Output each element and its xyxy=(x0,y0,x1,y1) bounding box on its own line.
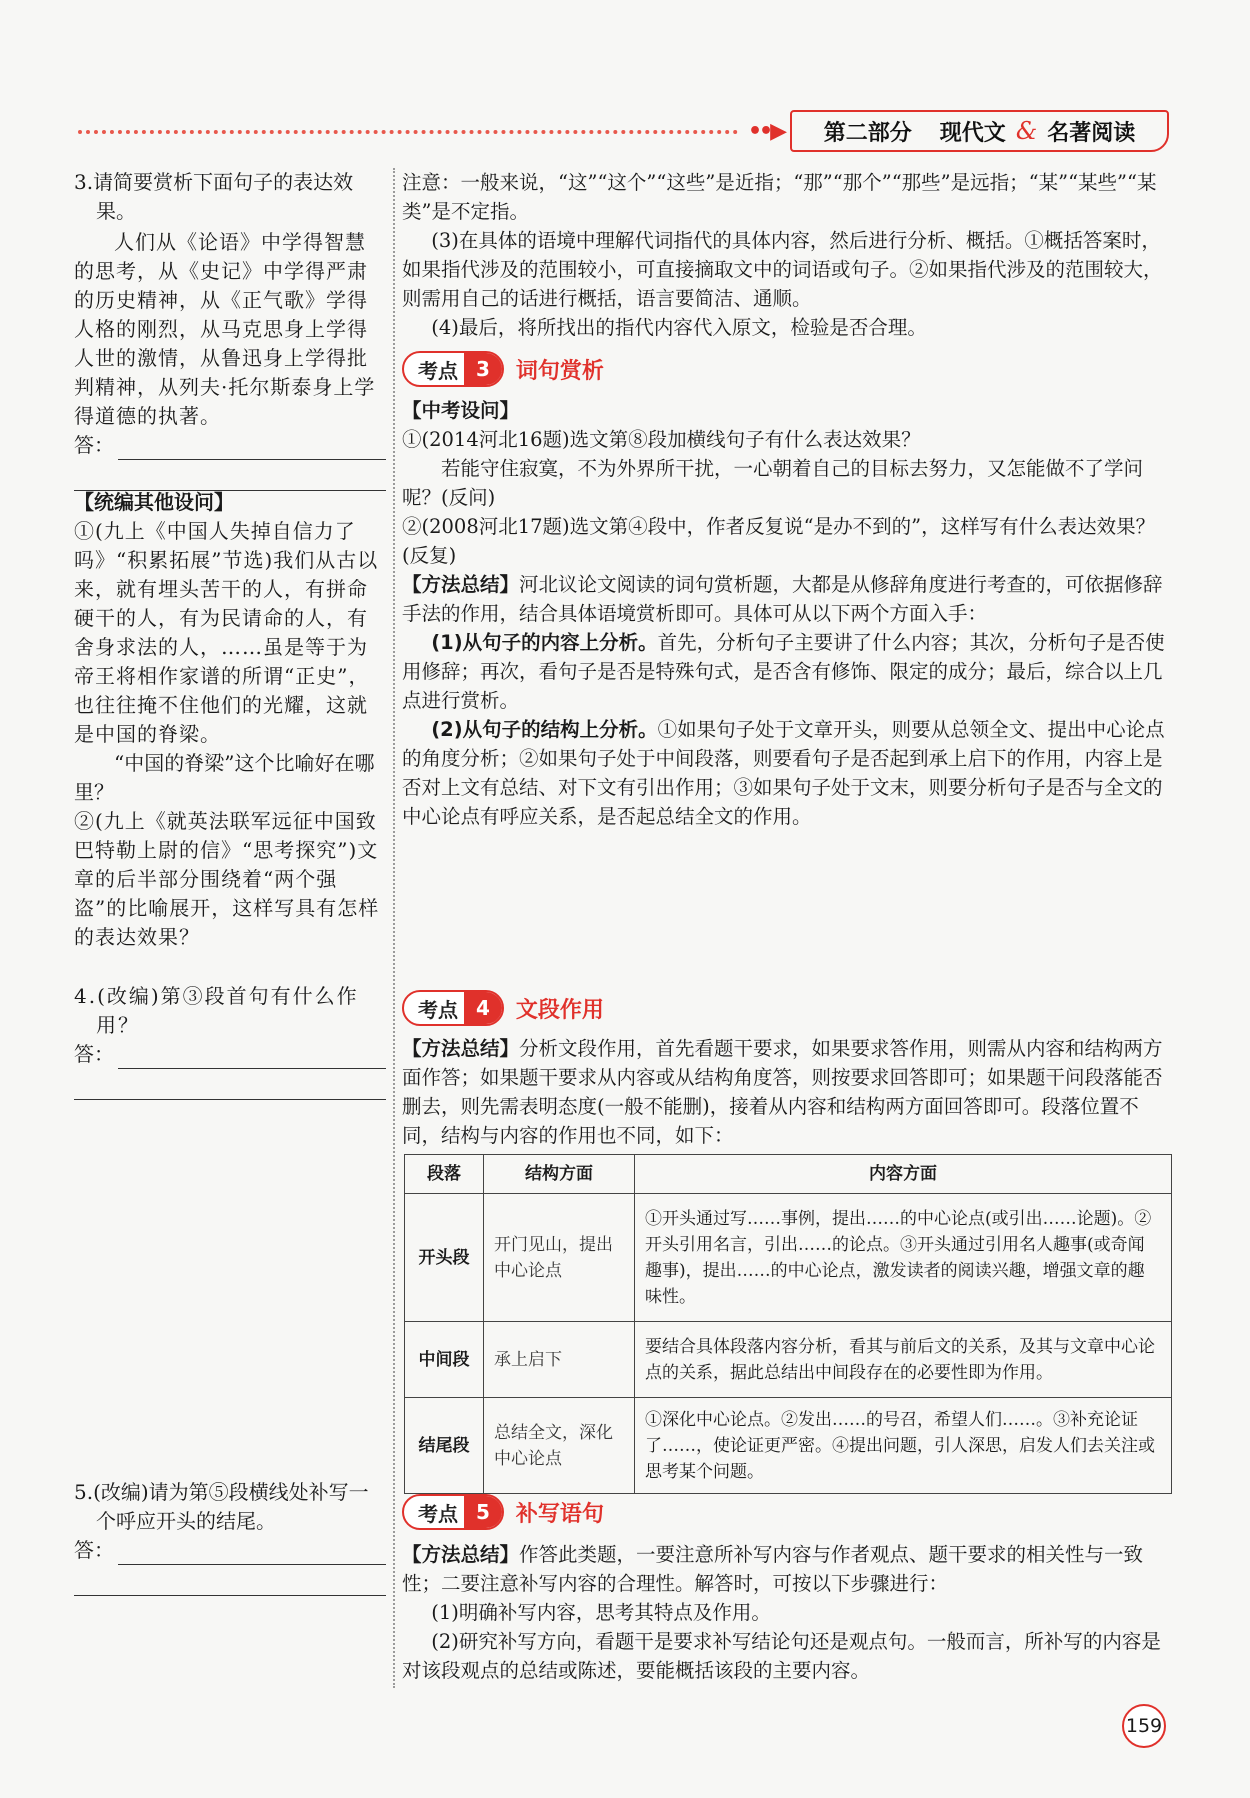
table-header: 段落 xyxy=(405,1155,484,1194)
method-3-point-1: 首先，分析句子主要讲了什么内容；其次，分析句子是否使用修辞；再次，看句子是否是特殊句式，是否含有修饰、限定的成分；最后，综合以上几点进行赏析。 xyxy=(402,631,1165,712)
other-q1: ①(九上《中国人失掉自信力了吗》“积累拓展”节选)我们从古以来，就有埋头苦干的人，有拼命硬干的人，有为民请命的人，有舍身求法的人，……虽是等于为帝王将相作家谱的所谓“正史”，也往往掩不住他们的光耀，这就是中国的脊梁。 xyxy=(74,519,379,746)
section-header xyxy=(790,110,1169,152)
table-cell: ①深化中心论点。②发出……的号召，希望人们……。③补充论证了……，使论证更严密。④提出问题，引人深思，启发人们去关注或思考某个问题。 xyxy=(635,1398,1172,1494)
other-title: 【统编其他设问】 xyxy=(74,490,234,514)
table-header-row xyxy=(405,1155,1172,1194)
method-3-text: 河北议论文阅读的词句赏析题，大都是从修辞角度进行考查的，可依据修辞手法的作用，结合具体语境赏析即可。具体可从以下两个方面入手： xyxy=(402,573,1163,625)
q3-answer[interactable] xyxy=(74,431,386,460)
paragraph-function-table xyxy=(404,1154,1172,1494)
kaodian-title: 词句赏析 xyxy=(515,358,604,384)
section-part2: 名著阅读 xyxy=(1047,120,1136,146)
kaodian-label: 考点 xyxy=(418,997,458,1022)
section-label: 第二部分 xyxy=(823,120,912,146)
question-5 xyxy=(74,1478,386,1596)
kaodian-number: 3 xyxy=(464,353,502,385)
table-row xyxy=(405,1398,1172,1494)
table-cell: 总结全文，深化中心论点 xyxy=(484,1398,635,1494)
method-3-point-2: ①如果句子处于文章开头，则要从总领全文、提出中心论点的角度分析；②如果句子处于中间段落，则要看句子是否起到承上启下的作用，内容上是否对上文有总结、对下文有引出作用；③如果句子处于文末，则要分析句子是否与全文的中心论点有呼应关系，是否起总结全文的作用。 xyxy=(402,718,1165,828)
table-cell: 承上启下 xyxy=(484,1322,635,1398)
kaodian-label: 考点 xyxy=(418,1501,458,1526)
q4-answer[interactable] xyxy=(74,1040,386,1069)
table-header: 结构方面 xyxy=(484,1155,635,1194)
kaodian-badge xyxy=(402,1494,504,1530)
other-q2: ②(九上《就英法联军远征中国致巴特勒上尉的信》“思考探究”)文章的后半部分围绕着“两个强盗”的比喻展开，这样写具有怎样的表达效果？ xyxy=(74,809,380,949)
other-questions xyxy=(74,488,386,952)
section-amp: & xyxy=(1015,117,1038,145)
kaodian-4-heading xyxy=(402,991,604,1025)
question-4 xyxy=(74,982,386,1100)
q5-title: 5.(改编)请为第⑤段横线处补写一个呼应开头的结尾。 xyxy=(74,1480,369,1533)
q5-answer[interactable] xyxy=(74,1536,386,1565)
kaodian-label: 考点 xyxy=(418,358,458,383)
kaodian-badge xyxy=(402,351,504,387)
q3-quote: 人们从《论语》中学得智慧的思考，从《史记》中学得严肃的历史精神，从《正气歌》学得人格的刚烈，从马克思身上学得人世的激情，从鲁迅身上学得批判精神，从列夫·托尔斯泰身上学得道德的执著。 xyxy=(74,230,376,428)
method-label: 【方法总结】 xyxy=(402,573,520,596)
zk-question-2: ②(2008河北17题)选文第④段中，作者反复说“是办不到的”，这样写有什么表达效果？(反复) xyxy=(402,515,1156,567)
kaodian-3-body xyxy=(402,396,1174,831)
section-part1: 现代文 xyxy=(939,120,1006,146)
answer-line[interactable] xyxy=(118,1544,386,1565)
kaodian-badge xyxy=(402,990,504,1026)
method-5-text: 作答此类题，一要注意所补写内容与作者观点、题干要求的相关性与一致性；二要注意补写内容的合理性。解答时，可按以下步骤进行： xyxy=(402,1543,1144,1595)
method-4-text: 分析文段作用，首先看题干要求，如果要求答作用，则需从内容和结构两方面作答；如果题干要求从内容或从结构角度答，则按要求回答即可；如果题干问段落能否删去，则先需表明态度(一般不能删)，接着从内容和结构两方面回答即可。段落位置不同，结构与内容的作用也不同，如下： xyxy=(402,1037,1163,1147)
method-3-point-1-head: (1)从句子的内容上分析。 xyxy=(431,631,658,654)
kaodian-number: 5 xyxy=(464,1496,502,1528)
kaodian-5-heading xyxy=(402,1495,604,1529)
method-3-point-2-head: (2)从句子的结构上分析。 xyxy=(431,718,658,741)
step-3: (3)在具体的语境中理解代词指代的具体内容，然后进行分析、概括。①概括答案时，如果指代涉及的范围较小，可直接摘取文中的词语或句子。②如果指代涉及的范围较大，则需用自己的话进行概括，语言要简洁、通顺。 xyxy=(402,229,1163,310)
answer-line[interactable] xyxy=(74,1073,386,1100)
pronoun-method xyxy=(402,168,1174,342)
answer-line[interactable] xyxy=(118,1048,386,1069)
other-q1-question: “中国的脊梁”这个比喻好在哪里？ xyxy=(74,751,375,804)
kaodian-number: 4 xyxy=(464,992,502,1024)
note-text: 注意：一般来说，“这”“这个”“这些”是近指；“那”“那个”“那些”是远指；“某”“某些”“某类”是不定指。 xyxy=(402,171,1157,223)
method-5-step-1: (1)明确补写内容，思考其特点及作用。 xyxy=(431,1601,771,1624)
answer-line[interactable] xyxy=(74,464,386,491)
page-number: 159 xyxy=(1122,1704,1166,1748)
column-divider xyxy=(393,168,395,1688)
table-cell: 开头段 xyxy=(405,1194,484,1322)
answer-line[interactable] xyxy=(74,1569,386,1596)
kaodian-4-body xyxy=(402,1034,1174,1150)
table-cell: 结尾段 xyxy=(405,1398,484,1494)
header-arrow-icon: ••▶ xyxy=(748,119,785,144)
answer-label: 答： xyxy=(74,1042,114,1066)
zk-question-1-quote: 若能守住寂寞，不为外界所干扰，一心朝着自己的目标去努力，又怎能做不了学问呢？(反问) xyxy=(402,457,1144,509)
method-label: 【方法总结】 xyxy=(402,1037,520,1060)
table-header: 内容方面 xyxy=(635,1155,1172,1194)
q4-title: 4.(改编)第③段首句有什么作用？ xyxy=(74,984,359,1037)
kaodian-3-heading xyxy=(402,352,604,386)
kaodian-title: 补写语句 xyxy=(515,1501,604,1527)
answer-label: 答： xyxy=(74,1538,114,1562)
header-dotted-rule xyxy=(78,130,738,134)
kaodian-5-body xyxy=(402,1540,1174,1685)
kaodian-title: 文段作用 xyxy=(515,997,604,1023)
zhongkao-label: 【中考设问】 xyxy=(402,399,520,422)
method-5-step-2: (2)研究补写方向，看题干是要求补写结论句还是观点句。一般而言，所补写的内容是对该段观点的总结或陈述，要能概括该段的主要内容。 xyxy=(402,1630,1161,1682)
table-cell: ①开头通过写……事例，提出……的中心论点(或引出……论题)。②开头引用名言，引出……的论点。③开头通过引用名人趣事(或奇闻趣事)，提出……的中心论点，激发读者的阅读兴趣，增强文章的趣味性。 xyxy=(635,1194,1172,1322)
answer-label: 答： xyxy=(74,433,114,457)
q3-title: 3.请简要赏析下面句子的表达效果。 xyxy=(74,170,354,223)
answer-line[interactable] xyxy=(118,439,386,460)
table-cell: 要结合具体段落内容分析，看其与前后文的关系，及其与文章中心论点的关系，据此总结出中间段存在的必要性即为作用。 xyxy=(635,1322,1172,1398)
zk-question-1: ①(2014河北16题)选文第⑧段加横线句子有什么表达效果？ xyxy=(402,428,921,451)
table-cell: 中间段 xyxy=(405,1322,484,1398)
table-cell: 开门见山，提出中心论点 xyxy=(484,1194,635,1322)
table-row xyxy=(405,1194,1172,1322)
method-label: 【方法总结】 xyxy=(402,1543,520,1566)
step-4: (4)最后，将所找出的指代内容代入原文，检验是否合理。 xyxy=(431,316,927,339)
question-3 xyxy=(74,168,386,491)
table-row xyxy=(405,1322,1172,1398)
